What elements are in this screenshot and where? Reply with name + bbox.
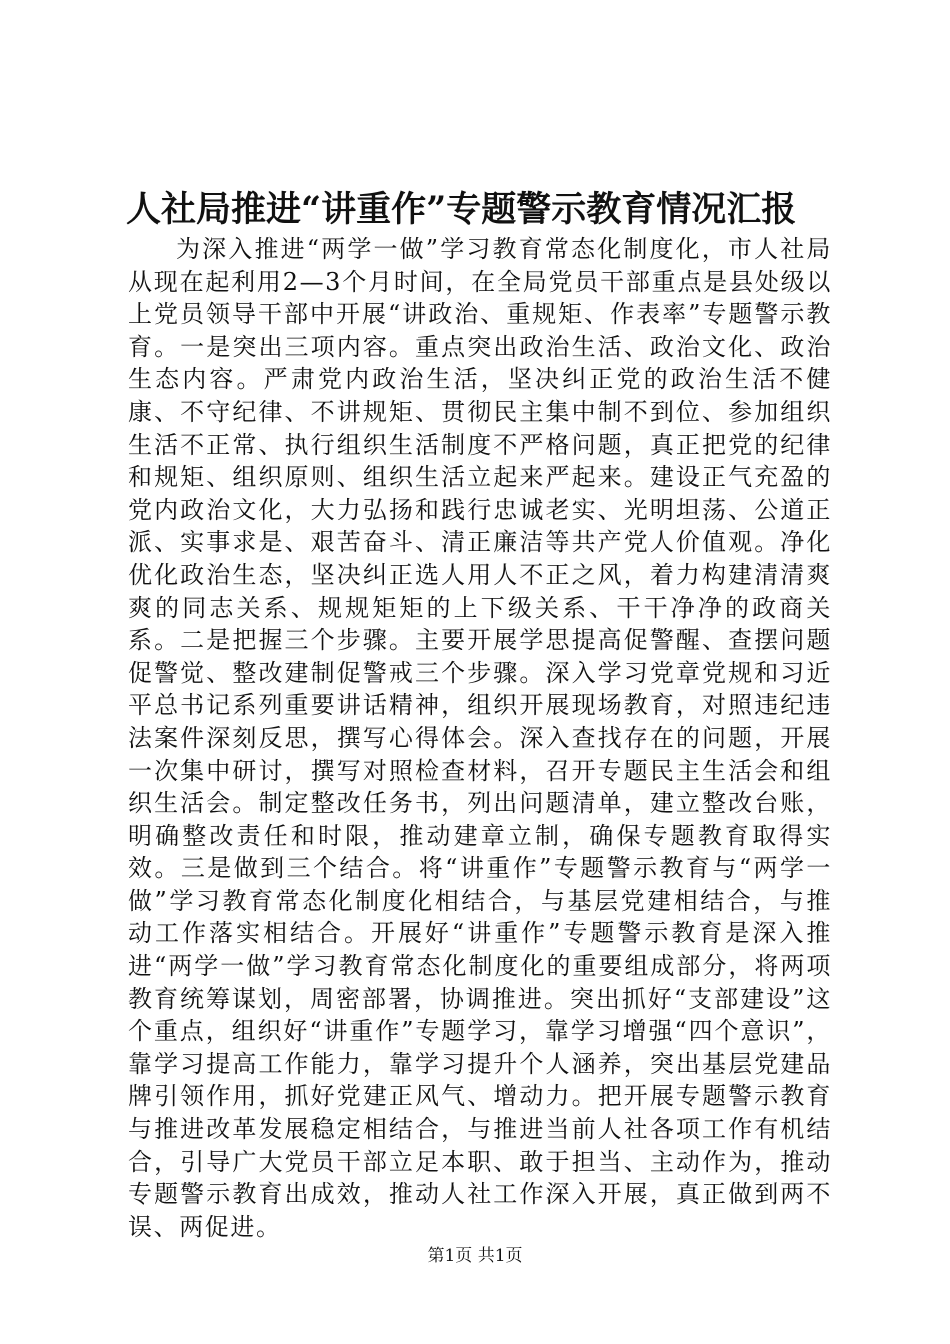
document-body: 为深入推进“两学一做”学习教育常态化制度化，市人社局从现在起利用2—3个月时间，在全局党员干部重点是县处级以上党员领导干部中开展“讲政治、重规矩、作表率”专题警示教育。一是突出三项内容。重点突出政治生活、政治文化、政治生态内容。严肃党内政治生活，坚决纠正党的政治生活不健康、不守纪律、不讲规矩、贯彻民主集中制不到位、参加组织生活不正常、执行组织生活制度不严格问题，真正把党的纪律和规矩、组织原则、组织生活立起来严起来。建设正气充盈的党内政治文化，大力弘扬和践行忠诚老实、光明坦荡、公道正派、实事求是、艰苦奋斗、清正廉洁等共产党人价值观。净化优化政治生态，坚决纠正选人用人不正之风，着力构建清清爽爽的同志关系、规规矩矩的上下级关系、干干净净的政商关系。二是把握三个步骤。主要开展学思提高促警醒、查摆问题促警觉、整改建制促警戒三个步骤。深入学习党章党规和习近平总书记系列重要讲话精神，组织开展现场教育，对照违纪违法案件深刻反思，撰写心得体会。深入查找存在的问题，开展一次集中研讨，撰写对照检查材料，召开专题民主生活会和组织生活会。制定整改任务书，列出问题清单，建立整改台账，明确整改责任和时限，推动建章立制，确保专题教育取得实效。三是做到三个结合。将“讲重作”专题警示教育与“两学一做”学习教育常态化制度化相结合，与基层党建相结合，与推动工作落实相结合。开展好“讲重作”专题警示教育是深入推进“两学一做”学习教育常态化制度化的重要组成部分，将两项教育统筹谋划，周密部署，协调推进。突出抓好“支部建设”这个重点，组织好“讲重作”专题学习，靠学习增强“四个意识”，靠学习提高工作能力，靠学习提升个人涵养，突出基层党建品牌引领作用，抓好党建正风气、增动力。把开展专题警示教育与推进改革发展稳定相结合，与推进当前人社各项工作有机结合，引导广大党员干部立足本职、敢于担当、主动作为，推动专题警示教育出成效，推动人社工作深入开展，真正做到两不误、两促进。 (128, 235, 832, 1241)
page-number-footer: 第1页 共1页 (427, 1246, 523, 1266)
document-title: 人社局推进“讲重作”专题警示教育情况汇报 (126, 189, 797, 230)
